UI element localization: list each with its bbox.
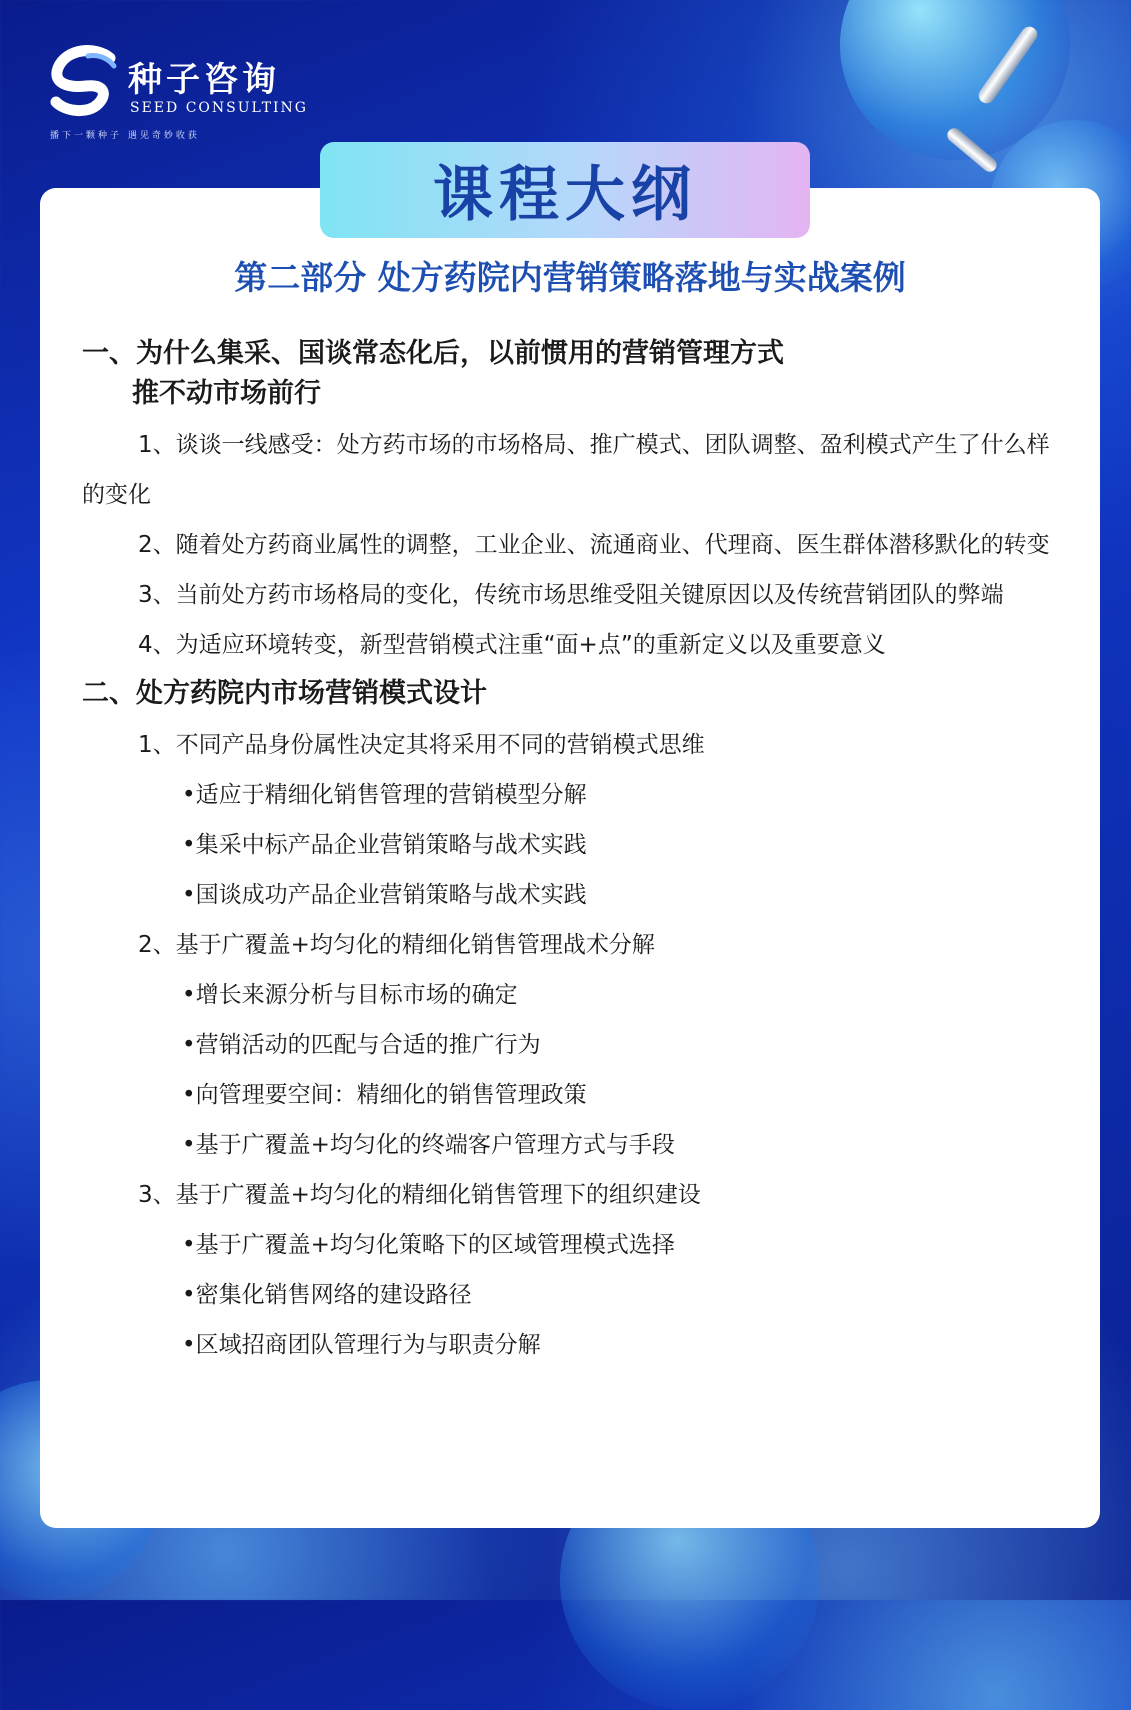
section-subtitle: 第二部分 处方药院内营销策略落地与实战案例: [234, 258, 906, 297]
outline-bullet: •密集化销售网络的建设路径: [182, 1282, 472, 1308]
brand-name-en: SEED CONSULTING: [130, 100, 308, 116]
section-heading: [82, 334, 1052, 414]
outline-item: 1、不同产品身份属性决定其将采用不同的营销模式思维: [138, 732, 705, 758]
outline-bullet: •适应于精细化销售管理的营销模型分解: [182, 782, 587, 808]
outline-item: 1、谈谈一线感受：处方药市场的市场格局、推广模式、团队调整、盈利模式产生了什么样的变化: [82, 432, 1050, 508]
outline-bullet: •营销活动的匹配与合适的推广行为: [182, 1032, 541, 1058]
outline-item: 2、随着处方药商业属性的调整，工业企业、流通商业、代理商、医生群体潜移默化的转变: [138, 532, 1050, 558]
outline-item: 3、当前处方药市场格局的变化，传统市场思维受阻关键原因以及传统营销团队的弊端: [138, 582, 1004, 608]
outline-bullet: •基于广覆盖+均匀化的终端客户管理方式与手段: [182, 1132, 675, 1158]
outline-bullet: •基于广覆盖+均匀化策略下的区域管理模式选择: [182, 1232, 675, 1258]
outline-bullet: •区域招商团队管理行为与职责分解: [182, 1332, 541, 1358]
outline-item: 4、为适应环境转变，新型营销模式注重“面+点”的重新定义以及重要意义: [138, 632, 886, 658]
outline-bullet: •集采中标产品企业营销策略与战术实践: [182, 832, 587, 858]
title-banner: [320, 142, 810, 238]
outline-content: [82, 330, 1052, 1370]
outline-bullet: •国谈成功产品企业营销策略与战术实践: [182, 882, 587, 908]
brand-name-cn: 种子咨询: [128, 60, 280, 100]
page-title: 课程大纲: [433, 160, 697, 230]
outline-item: 3、基于广覆盖+均匀化的精细化销售管理下的组织建设: [138, 1182, 701, 1208]
brand-tagline: 播下一颗种子 遇见奇妙收获: [50, 131, 200, 141]
brand-logo: [48, 44, 308, 144]
section-heading: 二、处方药院内市场营销模式设计: [82, 678, 487, 709]
outline-item: 2、基于广覆盖+均匀化的精细化销售管理战术分解: [138, 932, 655, 958]
s-swoosh-logo-icon: [48, 44, 124, 120]
section-heading-line: 推不动市场前行: [132, 378, 321, 409]
outline-bullet: •增长来源分析与目标市场的确定: [182, 982, 518, 1008]
section-heading-line: 一、为什么集采、国谈常态化后，以前惯用的营销管理方式: [82, 338, 784, 369]
outline-bullet: •向管理要空间：精细化的销售管理政策: [182, 1082, 587, 1108]
